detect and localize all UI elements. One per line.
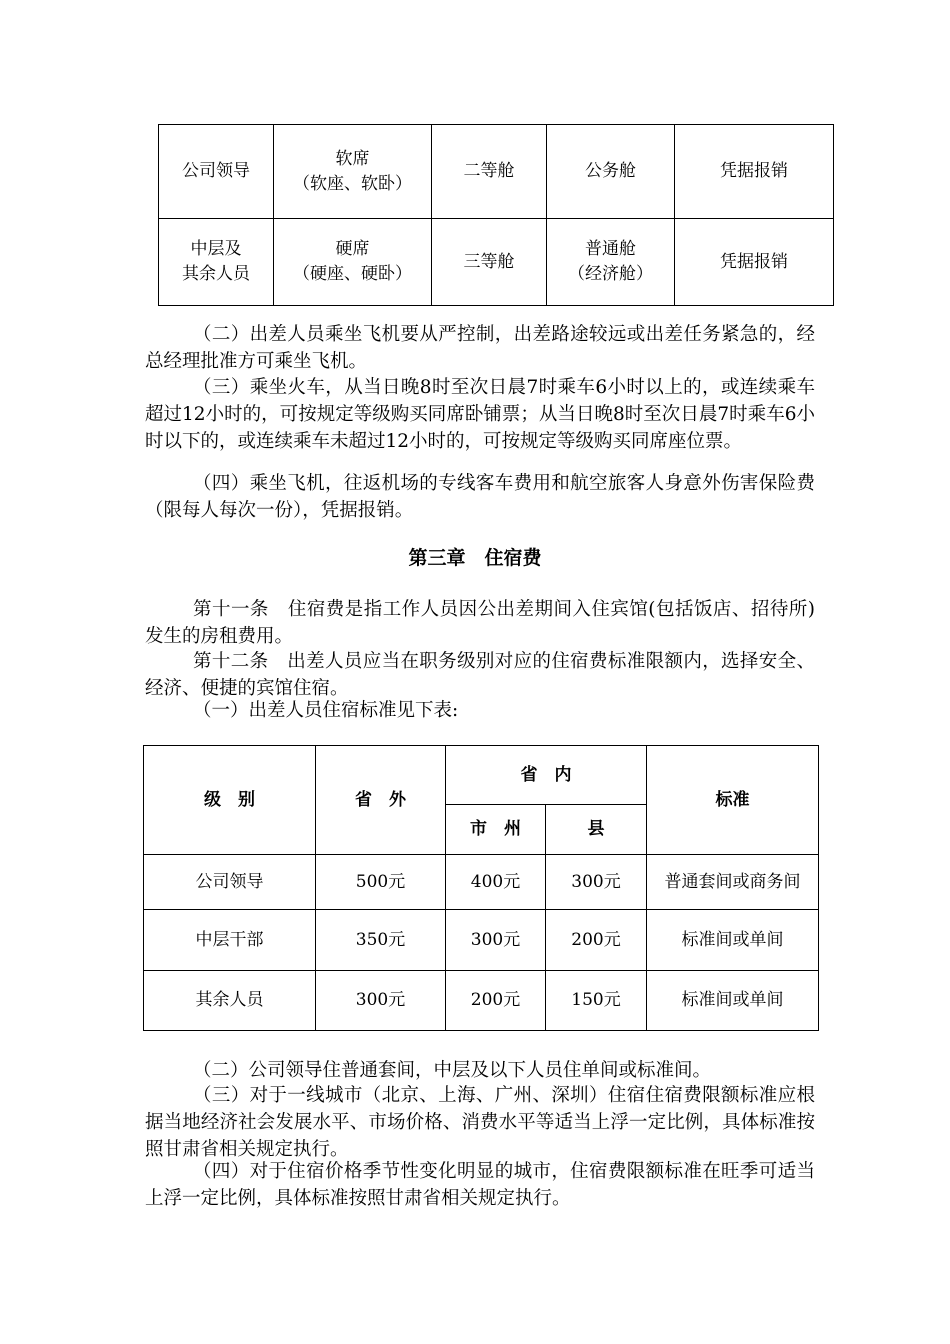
city-cell: 300元 [446,910,546,971]
out-province-cell: 300元 [316,971,446,1031]
level-cell: 中层干部 [144,910,316,971]
plane-cell: 公务舱 [547,125,675,219]
table-row [144,971,819,1031]
paragraph: 第十一条 住宿费是指工作人员因公出差期间入住宾馆(包括饭店、招待所)发生的房租费用。 [145,599,815,647]
train-cell [274,125,432,219]
table-row [144,910,819,971]
city-cell: 200元 [446,971,546,1031]
paragraph: （二）出差人员乘坐飞机要从严控制，出差路途较远或出差任务紧急的，经总经理批准方可乘坐飞机。 [145,324,815,372]
county-cell: 150元 [546,971,647,1031]
ship-cell: 二等舱 [432,125,547,219]
header-county: 县 [546,805,647,855]
lodging-standard-table [143,745,819,1031]
train-class-detail: （软座、软卧） [293,173,412,194]
transport-standard-table [158,124,834,306]
train-class-detail: （硬座、硬卧） [293,264,412,284]
table-row [159,125,834,219]
header-city: 市 州 [446,805,546,855]
header-level: 级 别 [144,746,316,855]
plane-class: 普通舱 [585,239,636,259]
standard-cell: 标准间或单间 [647,971,819,1031]
level-cell [159,219,274,306]
out-province-cell: 350元 [316,910,446,971]
table-header-row [144,746,819,805]
out-province-cell: 500元 [316,855,446,910]
plane-class-detail: （经济舱） [568,264,653,284]
city-cell: 400元 [446,855,546,910]
paragraph: （四）对于住宿价格季节性变化明显的城市，住宿费限额标准在旺季可适当上浮一定比例，具体标准按照甘肃省相关规定执行。 [145,1161,815,1209]
other-cell: 凭据报销 [675,219,834,306]
level-cell: 其余人员 [144,971,316,1031]
table-row [159,219,834,306]
plane-cell [547,219,675,306]
paragraph: （二）公司领导住普通套间，中层及以下人员住单间或标准间。 [193,1060,712,1081]
paragraph: （一）出差人员住宿标准见下表: [193,700,459,721]
ship-cell: 三等舱 [432,219,547,306]
standard-cell: 标准间或单间 [647,910,819,971]
train-class: 硬席 [335,239,370,259]
header-standard: 标准 [647,746,819,855]
paragraph: 第十二条 出差人员应当在职务级别对应的住宿费标准限额内，选择安全、经济、便捷的宾馆住宿。 [145,651,815,699]
header-in-province: 省 内 [446,746,647,805]
level-cell: 公司领导 [159,125,274,219]
level-line: 其余人员 [182,264,250,284]
paragraph: （四）乘坐飞机，往返机场的专线客车费用和航空旅客人身意外伤害保险费（限每人每次一份），凭据报销。 [145,473,815,521]
paragraph: （三）乘坐火车，从当日晚8时至次日晨7时乘车6小时以上的，或连续乘车超过12小时的，可按规定等级购买同席卧铺票；从当日晚8时至次日晨7时乘车6小时以下的，或连续乘车未超过12小时的，可按规定等级购买同席座位票。 [145,377,815,452]
county-cell: 300元 [546,855,647,910]
paragraph: （三）对于一线城市（北京、上海、广州、深圳）住宿住宿费限额标准应根据当地经济社会发展水平、市场价格、消费水平等适当上浮一定比例，具体标准按照甘肃省相关规定执行。 [145,1085,815,1160]
standard-cell: 普通套间或商务间 [647,855,819,910]
level-cell: 公司领导 [144,855,316,910]
other-cell: 凭据报销 [675,125,834,219]
table-row [144,855,819,910]
county-cell: 200元 [546,910,647,971]
train-cell [274,219,432,306]
level-line: 中层及 [190,239,242,259]
chapter-title: 第三章 住宿费 [408,547,542,569]
train-class: 软席 [335,148,370,169]
header-out-province: 省 外 [316,746,446,855]
